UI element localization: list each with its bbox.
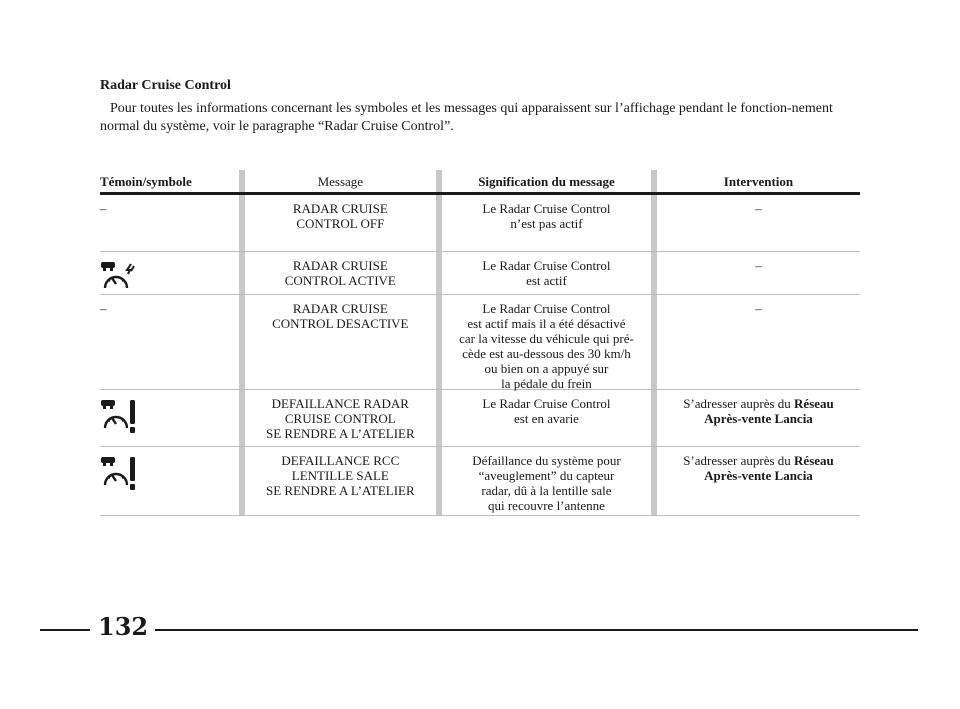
action-line — [657, 453, 860, 468]
meaning-line: “aveuglement” du capteur — [478, 468, 615, 483]
meaning-line: ou bien on a appuyé sur — [484, 361, 609, 376]
action-cell — [657, 390, 860, 446]
header-meaning: Signification du message — [478, 174, 615, 189]
action-cell — [657, 447, 860, 515]
action-line: – — [755, 301, 762, 316]
table-row — [100, 195, 860, 252]
meaning-line: radar, dû à la lentille sale — [481, 483, 612, 498]
header-symbol: Témoin/symbole — [100, 174, 192, 189]
message-line: LENTILLE SALE — [291, 468, 389, 483]
section-title: Radar Cruise Control — [100, 78, 231, 93]
table-row — [100, 252, 860, 295]
symbol-cell — [100, 390, 239, 446]
table-row — [100, 295, 860, 390]
service-network-text: Après-vente Lancia — [704, 411, 813, 426]
intro-paragraph: Pour toutes les informations concernant les symboles et les messages qui apparaissent sur l’affichage pendant le fonction-nement normal du système, voir le paragraphe “Radar Cruise Control”. — [100, 101, 833, 134]
message-cell — [245, 390, 436, 446]
meaning-line: car la vitesse du véhicule qui pré- — [459, 331, 634, 346]
meaning-line: est actif — [526, 273, 567, 288]
meaning-line: Le Radar Cruise Control — [482, 301, 611, 316]
meaning-line: n’est pas actif — [510, 216, 583, 231]
service-network-text: Réseau — [794, 453, 834, 468]
meaning-line: Le Radar Cruise Control — [482, 396, 611, 411]
action-cell — [657, 295, 860, 389]
table-row — [100, 390, 860, 447]
meaning-line: qui recouvre l’antenne — [487, 498, 605, 513]
radar-cruise-failure-icon — [100, 455, 140, 493]
message-cell — [245, 447, 436, 515]
meaning-cell — [442, 195, 651, 251]
message-line: CRUISE CONTROL — [284, 411, 396, 426]
message-line: CONTROL DESACTIVE — [272, 316, 409, 331]
indicator-table — [100, 170, 860, 516]
action-line — [657, 396, 860, 411]
message-line: SE RENDRE A L’ATELIER — [265, 426, 415, 441]
message-line: RADAR CRUISE — [292, 301, 388, 316]
meaning-cell — [442, 390, 651, 446]
message-line: SE RENDRE A L’ATELIER — [265, 483, 415, 498]
radar-cruise-failure-icon — [100, 398, 140, 436]
meaning-line: Le Radar Cruise Control — [482, 201, 611, 216]
message-line: DEFAILLANCE RCC — [281, 453, 400, 468]
symbol-cell: – — [100, 301, 107, 316]
meaning-line: Le Radar Cruise Control — [482, 258, 611, 273]
table-row — [100, 447, 860, 516]
service-network-text: Réseau — [794, 396, 834, 411]
table-header — [100, 170, 860, 195]
symbol-cell: – — [100, 201, 107, 216]
header-action: Intervention — [723, 174, 794, 189]
message-line: CONTROL ACTIVE — [284, 273, 396, 288]
message-line: RADAR CRUISE — [292, 201, 388, 216]
service-network-text: Après-vente Lancia — [704, 468, 813, 483]
meaning-cell — [442, 447, 651, 515]
message-line: RADAR CRUISE — [292, 258, 388, 273]
meaning-line: la pédale du frein — [501, 376, 592, 391]
radar-cruise-active-icon — [100, 260, 140, 292]
page-number: 132 — [98, 612, 149, 641]
message-cell — [245, 195, 436, 251]
meaning-line: Défaillance du système pour — [472, 453, 621, 468]
message-cell — [245, 295, 436, 389]
action-line: – — [755, 258, 762, 273]
footer-rule-left — [40, 629, 90, 631]
meaning-line: est en avarie — [513, 411, 579, 426]
action-text: S’adresser auprès du — [683, 396, 795, 411]
message-cell — [245, 252, 436, 294]
action-line: – — [755, 201, 762, 216]
message-line: CONTROL OFF — [296, 216, 385, 231]
message-line: DEFAILLANCE RADAR — [271, 396, 409, 411]
meaning-cell — [442, 295, 651, 389]
meaning-line: est actif mais il a été désactivé — [467, 316, 626, 331]
action-cell — [657, 252, 860, 294]
symbol-cell — [100, 447, 239, 515]
meaning-cell — [442, 252, 651, 294]
header-message: Message — [317, 174, 364, 189]
action-text: S’adresser auprès du — [683, 453, 795, 468]
footer-rule-right — [155, 629, 918, 631]
meaning-line: cède est au-dessous des 30 km/h — [462, 346, 631, 361]
symbol-cell — [100, 252, 239, 294]
action-cell — [657, 195, 860, 251]
